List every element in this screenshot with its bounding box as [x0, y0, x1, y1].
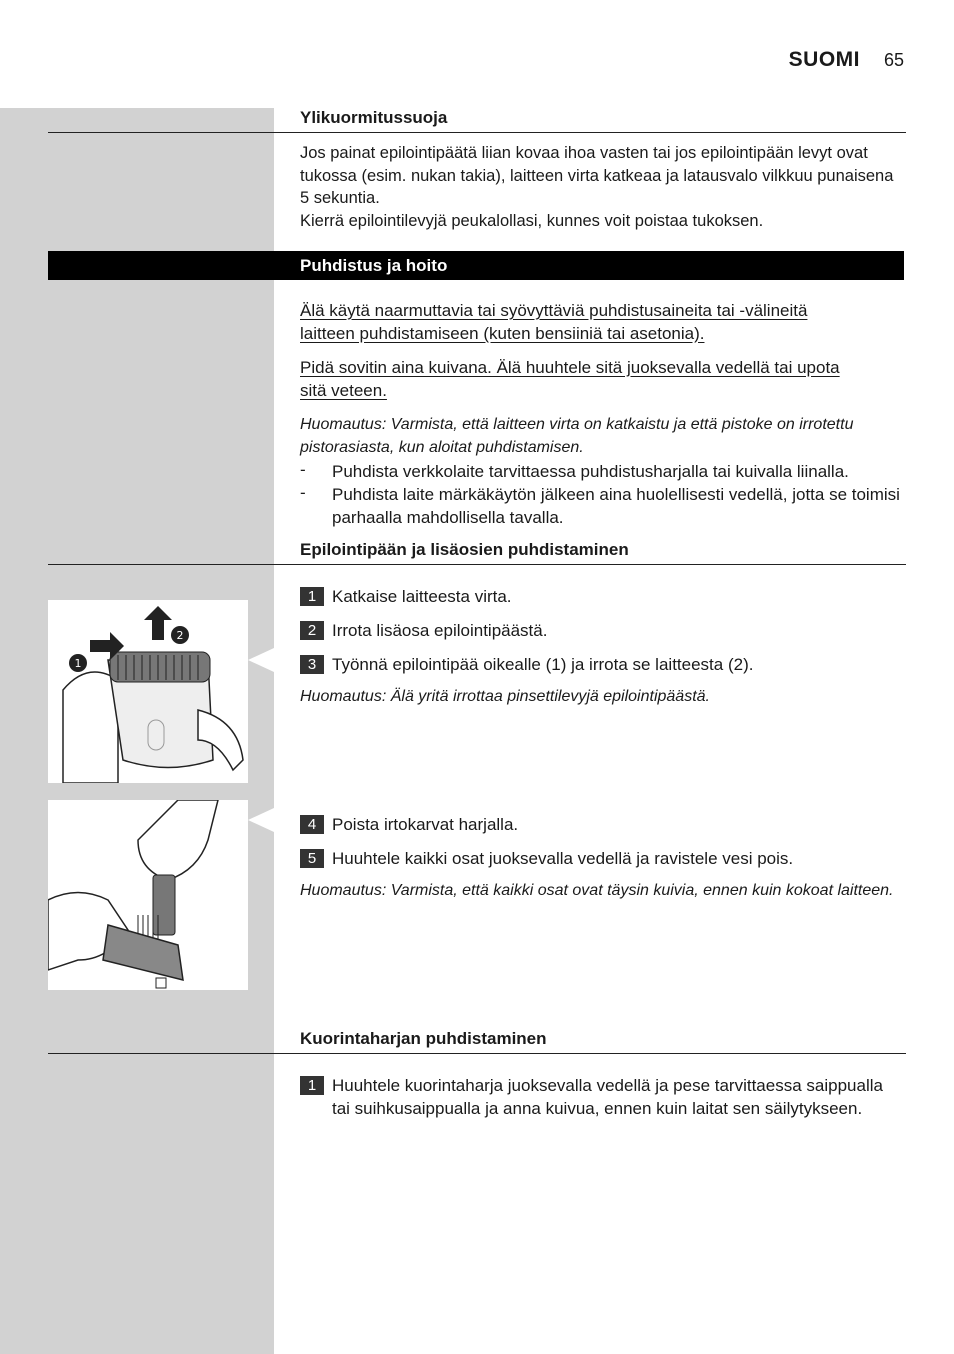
step-number-5: 5 [300, 849, 324, 868]
step-number-2: 2 [300, 621, 324, 640]
cleaning-note: Huomautus: Varmista, että laitteen virta on katkaistu ja että pistoke on irrotettu pistorasiasta, kun aloitat puhdistamisen. [300, 416, 854, 456]
warning-2-line-1: Pidä sovitin aina kuivana. Älä huuhtele sitä juoksevalla vedellä tai upota [300, 358, 840, 377]
step-number-4: 4 [300, 815, 324, 834]
section-title-cleaning: Puhdistus ja hoito [300, 256, 448, 275]
brush-illustration [48, 800, 248, 990]
warning-1-line-1: Älä käytä naarmuttavia tai syövyttäviä puhdistusaineita tai -välineitä [300, 301, 808, 320]
language-label: SUOMI [788, 48, 860, 71]
bullet-dash-1: - [300, 460, 306, 479]
bullet-2: Puhdista laite märkäkäytön jälkeen aina huolellisesti vedellä, jotta se toimisi parhaalla mahdollisella tavalla. [332, 485, 900, 527]
fig-label-1: 1 [74, 657, 82, 670]
page-number: 65 [883, 50, 904, 70]
bullet-1: Puhdista verkkolaite tarvittaessa puhdistusharjalla tai kuivalla liinalla. [332, 462, 849, 481]
step-number-3: 3 [300, 655, 324, 674]
brush-step-1-text: Huuhtele kuorintaharja juoksevalla vedellä ja pese tarvittaessa saippualla tai suihkusaippualla ja anna kuivua, ennen kuin laitat sen säilytykseen. [332, 1076, 883, 1118]
arrow-up-icon [144, 606, 172, 640]
illustration-pointer [248, 648, 274, 672]
section-title-brush: Kuorintaharjan puhdistaminen [300, 1029, 547, 1048]
illustration-brush-cleaning [48, 800, 248, 990]
section-rule [48, 564, 906, 565]
fig-label-2: 2 [176, 629, 184, 642]
step-number-brush-1: 1 [300, 1076, 324, 1095]
overload-paragraph: Jos painat epilointipäätä liian kovaa ihoa vasten tai jos epilointipään levyt ovat tukossa (esim. nukan takia), laitteen virta katkeaa ja latausvalo vilkkuu punaisena 5 sekuntia. [300, 144, 894, 207]
step-1-text: Katkaise laitteesta virta. [332, 587, 512, 606]
section-bar-cleaning [48, 251, 904, 280]
section-title-overload: Ylikuormitussuoja [300, 108, 448, 127]
step-3-text: Työnnä epilointipää oikealle (1) ja irrota se laitteesta (2). [332, 655, 754, 674]
bullet-dash-2: - [300, 483, 306, 502]
section-title-epihead: Epilointipään ja lisäosien puhdistaminen [300, 540, 629, 559]
step-5-text: Huuhtele kaikki osat juoksevalla vedellä ja ravistele vesi pois. [332, 849, 794, 868]
warning-2 [300, 357, 906, 402]
warning-1-line-2: laitteen puhdistamiseen (kuten bensiiniä tai asetonia). [300, 323, 705, 343]
step-2-text: Irrota lisäosa epilointipäästä. [332, 621, 548, 640]
step-number-1: 1 [300, 587, 324, 606]
section-rule [48, 1053, 906, 1054]
warning-2-line-2: sitä veteen. [300, 380, 387, 400]
overload-paragraph-2: Kierrä epilointilevyjä peukalollasi, kunnes voit poistaa tukoksen. [300, 212, 764, 230]
step-4-text: Poista irtokarvat harjalla. [332, 815, 519, 834]
epihead-note-2: Huomautus: Varmista, että kaikki osat ovat täysin kuivia, ennen kuin kokoat laitteen. [300, 882, 894, 899]
warning-1 [300, 300, 906, 345]
epihead-note-1: Huomautus: Älä yritä irrottaa pinsettilevyjä epilointipäästä. [300, 688, 710, 705]
epilator-illustration [48, 600, 248, 783]
illustration-remove-head [48, 600, 248, 783]
illustration-pointer [248, 808, 274, 832]
section-rule [48, 132, 906, 133]
